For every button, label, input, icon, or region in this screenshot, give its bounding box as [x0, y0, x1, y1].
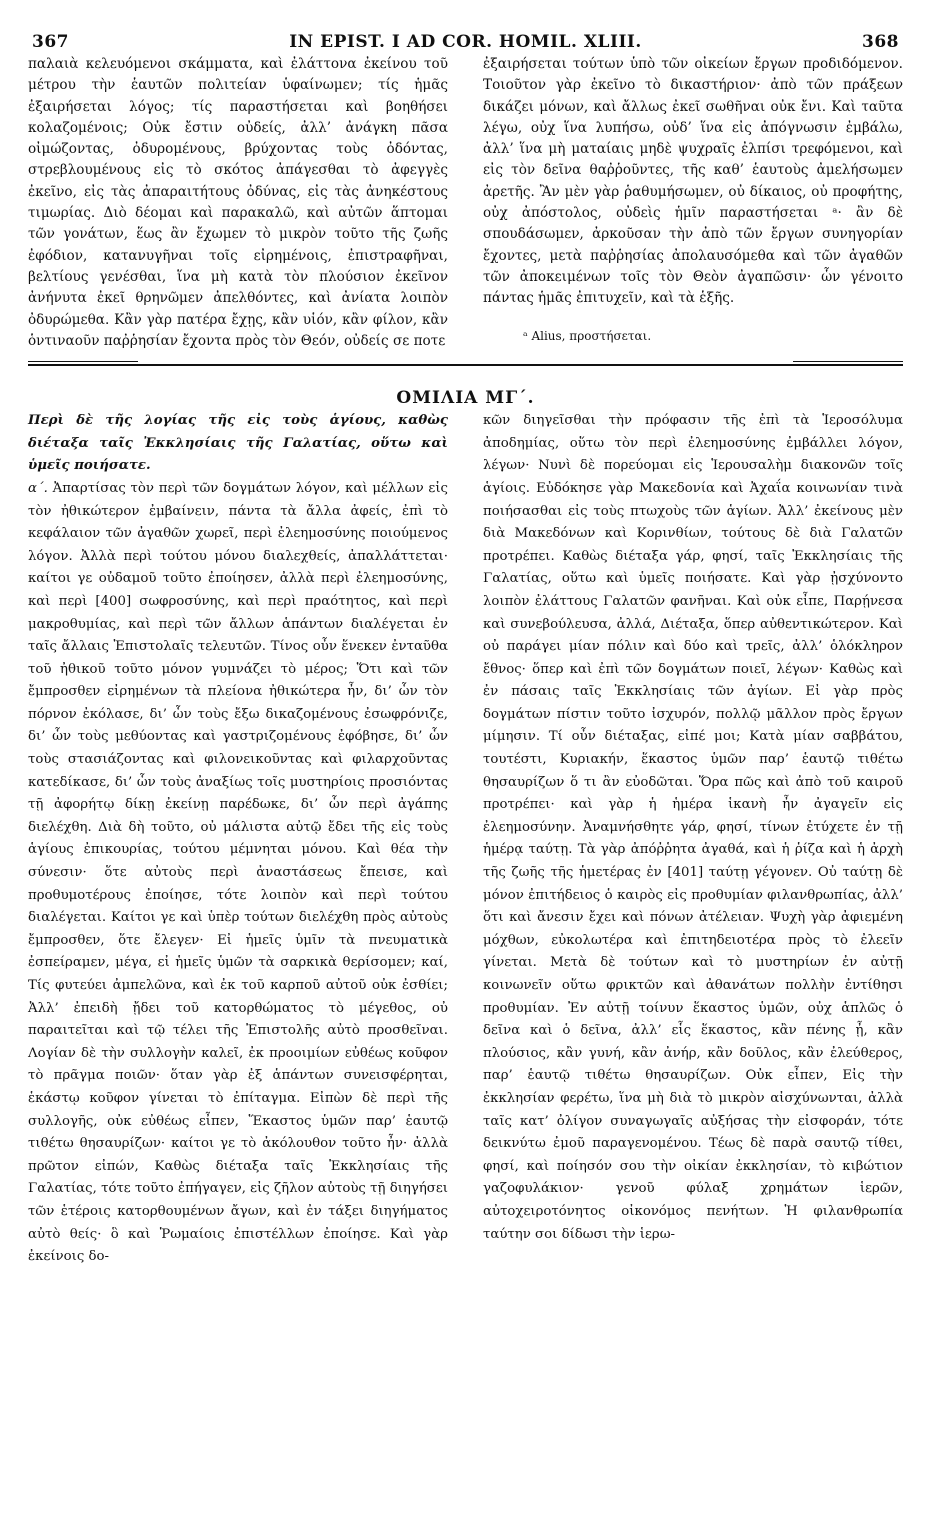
top-left-text: παλαιὰ κελευόμενοι σκάμματα, καὶ ἐλάττονα ἐκείνου τοῦ μέτρου τὴν ἑαυτῶν πολιτείαν ὑφαίνωμεν; τίς ἡμᾶς ἐξαιρήσεται λόγος; τίς παραστήσεται καὶ βοηθήσει κολαζομένοις; Οὐκ ἔστιν οὐδείς, ἀλλ’ ἀνάγκη πᾶσα οἰμώζοντας, ὀδυρομένους, βρύχοντας τοὺς ὀδόντας, στρεβλουμένους εἰς τὸ σκότος ἀπάγεσθαι τὸ ἀφεγγὲς ἐκεῖνο, εἰς τὰς ἀπαραιτήτους ὀδύνας, εἰς τὰς ἀνηκέστους τιμωρίας. Διὸ δέομαι καὶ παρακαλῶ, καὶ αὐτῶν ἅπτομαι τῶν γονάτων, ἕως ἂν ἔχωμεν τὸ μικρὸν τοῦτο τῆς ζωῆς ἐφόδιον, κατανυγῆναι τοῖς εἰρημένοις, ἐπιστραφῆναι, βελτίους γενέσθαι, ἵνα μὴ κατὰ τὸν πλούσιον ἐκεῖνον ἀνήνυτα ἐκεῖ θρηνῶμεν ἀπελθόντες, καὶ ἀνίατα λοιπὸν ὀδυρώμεθα. Κἂν γὰρ πατέρα ἔχῃς, κἂν υἱόν, κἂν φίλον, κἂν ὁντιναοῦν παῤῥησίαν ἔχοντα πρὸς τὸν Θεόν, οὐδείς σε ποτε [28, 56, 448, 349]
section-number: α΄. [28, 480, 48, 496]
footnote: ᵃ Alius, προστήσεται. [523, 328, 652, 343]
section-divider [28, 364, 903, 366]
homily-left-body: Ἀπαρτίσας τὸν περὶ τῶν δογμάτων λόγον, καὶ μέλλων εἰς τὸν ἠθικώτερον ἐμβαίνειν, πάντα τὰ ἄλλα ἀφείς, ἐπὶ τὸ κεφάλαιον τῶν ἀγαθῶν χωρεῖ, περὶ ἐλεημοσύνης ποιούμενος λόγον. Ἀλλὰ περὶ τούτου μόνου διαλεχθείς, ἀπαλλάττεται· καίτοι γε οὐδαμοῦ τοῦτο ἐποίησεν, ἀλλὰ περὶ ἐλεημοσύνης, καὶ περὶ [400] σωφροσύνης, καὶ περὶ πραότητος, καὶ περὶ μακροθυμίας, καὶ περὶ τῶν ἄλλων ἁπάντων διαλέγεται ἐν ταῖς ἄλλαις Ἐπιστολαῖς τελευτῶν. Τίνος οὖν ἕνεκεν ἐνταῦθα τοῦ ἠθικοῦ τοῦτο μόνον γυμνάζει τὸ μέρος; Ὅτι καὶ τῶν ἔμπροσθεν εἰρημένων τὰ πλείονα ἠθικώτερα ἦν, δι’ ὧν τὸν πόρνον ἐκόλασε, δι’ ὧν τοὺς ἔξω δικαζομένους ἐσωφρόνιζε, δι’ ὧν τοὺς μεθύοντας καὶ γαστριζομένους ἐφόβησε, δι’ ὧν τοὺς στασιάζοντας καὶ φιλονεικοῦντας καὶ φιλαρχοῦντας κατεδίκασε, δι’ ὧν τοὺς ἀναξίως τοῖς μυστηρίοις προσιόντας τῇ ἀφορήτῳ δίκῃ ἐκείνῃ παρέδωκε, δι’ ὧν περὶ ἀγάπης διελέχθη. Διὰ δὴ τοῦτο, οὐ μάλιστα αὐτῷ ἔδει τῆς εἰς τοὺς ἁγίους ἐπικουρίας, τούτου μέμνηται μόνου. Καὶ θέα τὴν σύνεσιν· ὅτε αὐτοὺς περὶ ἀναστάσεως ἔπεισε, καὶ προθυμοτέρους ἐποίησε, τότε λοιπὸν καὶ περὶ τούτου διαλέγεται. Καίτοι γε καὶ ὑπὲρ τούτων διελέχθη πρὸς αὐτοὺς ἔμπροσθεν, ὅτε ἔλεγεν· Εἰ ἡμεῖς ὑμῖν τὰ πνευματικὰ ἐσπείραμεν, μέγα, εἰ ἡμεῖς ὑμῶν τὰ σαρκικὰ θερίσομεν; καί, Τίς φυτεύει ἀμπελῶνα, καὶ ἐκ τοῦ καρποῦ αὐτοῦ οὐκ ἐσθίει; Ἀλλ’ ἐπειδὴ ᾔδει τοῦ κατορθώματος τὸ μέγεθος, οὐ παραιτεῖται καὶ τῷ τέλει τῆς Ἐπιστολῆς αὐτὸ προσθεῖναι. Λογίαν δὲ τὴν συλλογὴν καλεῖ, ἐκ προοιμίων εὐθέως κοῦφον τὸ πρᾶγμα ποιῶν· ὅταν γὰρ ἐξ ἁπάντων συνεισφέρηται, ἑκάστῳ κοῦφον γίνεται τὸ ἐπίταγμα. Εἰπὼν δὲ περὶ τῆς συλλογῆς, οὐκ εὐθέως εἶπεν, Ἕκαστος ὑμῶν παρ’ ἑαυτῷ τιθέτω θησαυρίζων· καίτοι γε τὸ ἀκόλουθον τοῦτο ἦν· ἀλλὰ πρῶτον εἰπών, Καθὼς διέταξα ταῖς Ἐκκλησίαις τῆς Γαλατίας, τότε τοῦτο ἐπήγαγεν, εἰς ζῆλον αὐτοὺς τῇ διηγήσει τῶν ἑτέροις κατορθουμένων ἄγων, καὶ ἐν τάξει διηγήματος αὐτὸ θείς· ὃ καὶ Ῥωμαίοις ἐπιστέλλων ἐποίησε. Καὶ γὰρ ἐκείνοις δο- [28, 480, 448, 1265]
homily-left-text [28, 478, 448, 1269]
homily-right-text: κῶν διηγεῖσθαι τὴν πρόφασιν τῆς ἐπὶ τὰ Ἱεροσόλυμα ἀποδημίας, οὕτω τὸν περὶ ἐλεημοσύνης ἐμβάλλει λόγον, λέγων· Νυνὶ δὲ πορεύομαι εἰς Ἱερουσαλὴμ διακονῶν τοῖς ἁγίοις. Εὐδόκησε γὰρ Μακεδονία καὶ Ἀχαΐα κοινωνίαν τινὰ ποιήσασθαι εἰς τοὺς πτωχοὺς τῶν ἁγίων. Ἀλλ’ ἐκείνους μὲν διὰ Μακεδόνων καὶ Κορινθίων, τούτους δὲ διὰ Γαλατῶν προτρέπει. Καθὼς διέταξα γάρ, φησί, ταῖς Ἐκκλησίαις τῆς Γαλατίας, οὕτω καὶ ὑμεῖς ποιήσατε. Καὶ γὰρ ᾐσχύνοντο λοιπὸν ἐλάττους Γαλατῶν φανῆναι. Καὶ οὐκ εἶπε, Παρῄνεσα καὶ συνεβούλευσα, ἀλλά, Διέταξα, ὅπερ αὐθεντικώτερον. Καὶ οὐ παράγει μίαν πόλιν καὶ δύο καὶ τρεῖς, ἀλλ’ ὁλόκληρον ἔθνος· ὅπερ καὶ ἐπὶ τῶν δογμάτων ποιεῖ, λέγων· Καθὼς καὶ ἐν πάσαις ταῖς Ἐκκλησίαις τῶν ἁγίων. Εἰ γὰρ πρὸς δογμάτων πίστιν τοῦτο ἰσχυρόν, πολλῷ μᾶλλον πρὸς ἔργων μίμησιν. Τί οὖν διέταξας, εἰπέ μοι; Κατὰ μίαν σαββάτου, τουτέστι, Κυριακήν, ἕκαστος ὑμῶν παρ’ ἑαυτῷ τιθέτω θησαυρίζων ὅ τι ἂν εὐοδῶται. Ὅρα πῶς καὶ ἀπὸ τοῦ καιροῦ προτρέπει· καὶ γὰρ ἡ ἡμέρα ἱκανὴ ἦν ἀγαγεῖν εἰς ἐλεημοσύνην. Ἀναμνήσθητε γάρ, φησί, τίνων ἐτύχετε ἐν τῇ ἡμέρᾳ ταύτῃ. Τὰ γὰρ ἀπόῤῥητα ἀγαθά, καὶ ἡ ῥίζα καὶ ἡ ἀρχὴ τῆς ζωῆς τῆς ἡμετέρας ἐν [401] ταύτῃ γέγονεν. Οὐ ταύτῃ δὲ μόνον ἐπιτήδειος ὁ καιρὸς εἰς προθυμίαν φιλανθρωπίας, ἀλλ’ ὅτι καὶ ἄνεσιν ἔχει καὶ πόνων ἀτέλειαν. Ψυχὴ γὰρ ἀφιεμένη μόχθων, εὐκολωτέρα καὶ ἐπιτηδειοτέρα πρὸς τὸ ἐλεεῖν γίνεται. Μετὰ δὲ τούτων καὶ τὸ μυστηρίων ἐν αὐτῇ κοινωνεῖν οὕτω φρικτῶν καὶ ἀθανάτων πολλὴν ἐντίθησι προθυμίαν. Ἐν αὐτῇ τοίνυν ἕκαστος ὑμῶν, οὐχ ἁπλῶς ὁ δεῖνα καὶ ὁ δεῖνα, ἀλλ’ εἷς ἕκαστος, κἂν πένης ᾖ, κἂν πλούσιος, κἂν γυνή, κἂν ἀνήρ, κἂν δοῦλος, κἂν ἐλεύθερος, παρ’ ἑαυτῷ τιθέτω θησαυρίζων. Οὐκ εἶπεν, Εἰς τὴν ἐκκλησίαν φερέτω, ἵνα μὴ διὰ τὸ μικρὸν αἰσχύνωνται, ἀλλὰ ταῖς κατ’ ὀλίγον συναγωγαῖς αὐξήσας τὴν εἰσφοράν, τότε δεικνύτω ἐμοῦ παραγενομένου. Τέως δὲ παρὰ σαυτῷ τίθει, φησί, καὶ ποίησόν σου τὴν οἰκίαν ἐκκλησίαν, τὸ κιβώτιον γαζοφυλάκιον· γενοῦ φύλαξ χρημάτων ἱερῶν, αὐτοχειροτόνητος οἰκονόμος πενήτων. Ἡ φιλανθρωπία ταύτην σοι δίδωσι τὴν ἱερω- [483, 413, 903, 1242]
top-columns [28, 54, 903, 352]
homily-title: ΟΜΙΛΙΑ ΜΓ΄. [396, 388, 535, 409]
homily-left-column [28, 410, 448, 1269]
page-number-right: 368 [862, 32, 899, 52]
homily-right-column [483, 410, 903, 1269]
running-header [28, 30, 903, 54]
homily-summary: Περὶ δὲ τῆς λογίας τῆς εἰς τοὺς ἁγίους, καθὼς διέταξα ταῖς Ἐκκλησίαις τῆς Γαλατίας, οὕτω καὶ ὑμεῖς ποιήσατε. [28, 413, 448, 474]
page-number-left: 367 [32, 32, 69, 52]
top-left-column [28, 54, 448, 352]
top-right-column [483, 54, 903, 352]
running-title: IN EPIST. I AD COR. HOMIL. XLIII. [289, 32, 642, 52]
top-right-text: ἐξαιρήσεται τούτων ὑπὸ τῶν οἰκείων ἔργων προδιδόμενον. Τοιοῦτον γὰρ ἐκεῖνο τὸ δικαστήριον· ἀπὸ τῶν πράξεων δικάζει μόνων, καὶ ἄλλως ἐκεῖ σωθῆναι οὐκ ἔνι. Καὶ ταῦτα λέγω, οὐχ ἵνα λυπήσω, οὐδ’ ἵνα εἰς ἀπόγνωσιν ἐμβάλω, ἀλλ’ ἵνα μὴ ματαίαις μηδὲ ψυχραῖς ἐλπίσι τρεφόμενοι, καὶ εἰς τὸν δεῖνα θαῤῥοῦντες, τῆς καθ’ ἑαυτοὺς ἀμελήσωμεν ἀρετῆς. Ἂν μὲν γὰρ ῥαθυμήσωμεν, οὐ δίκαιος, οὐ προφήτης, οὐχ ἀπόστολος, οὐδεὶς ἡμῖν παραστήσεται ᵃ· ἂν δὲ σπουδάσωμεν, ἀρκοῦσαν τὴν ἀπὸ τῶν ἔργων συνηγορίαν ἔχοντες, μετὰ παῤῥησίας ἀπολαυσόμεθα καὶ τῶν ἀγαθῶν τῶν ἀποκειμένων τοῖς τὸν Θεὸν ἀγαπῶσιν· ὧν γένοιτο πάντας ἡμᾶς ἐπιτυχεῖν, καὶ τὰ ἑξῆς. [483, 56, 903, 307]
homily-columns [28, 410, 903, 1269]
